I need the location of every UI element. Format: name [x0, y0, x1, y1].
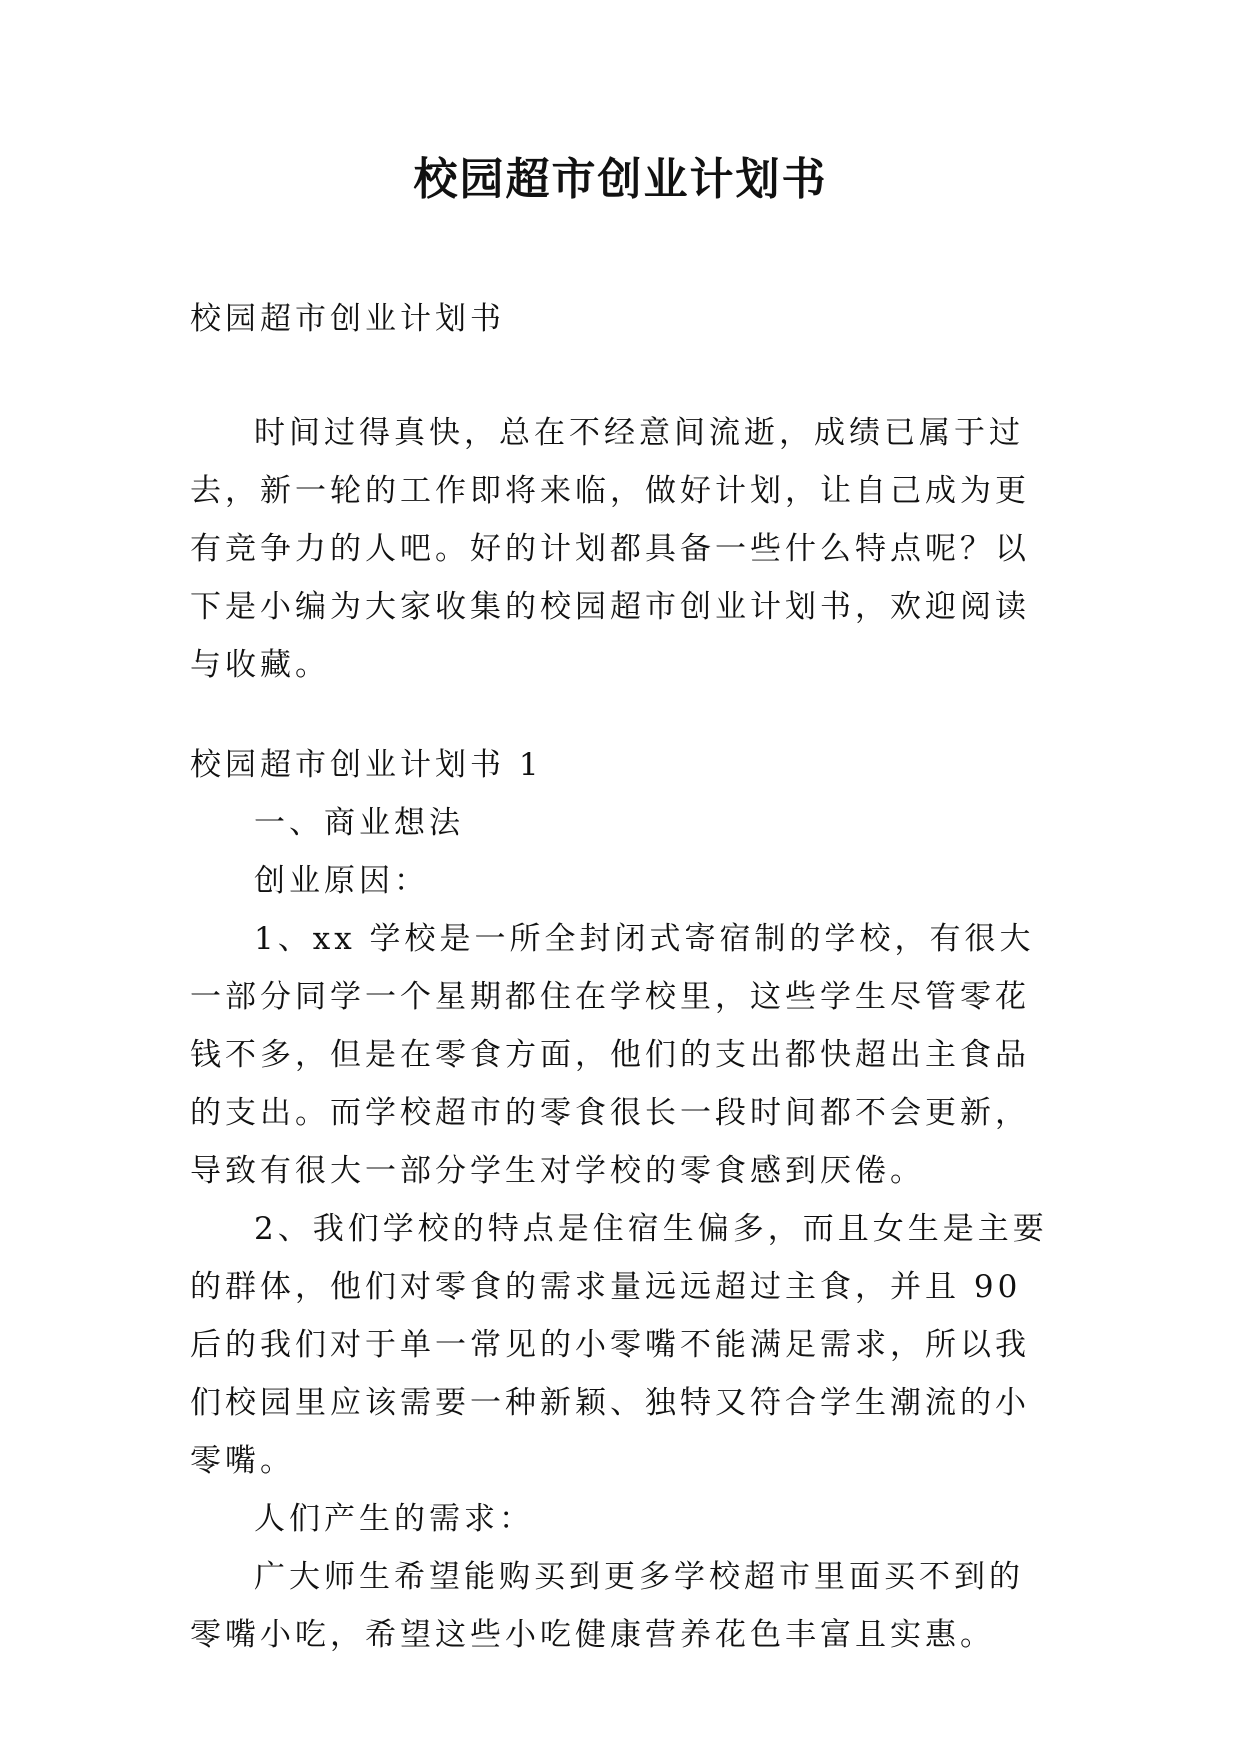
reason-paragraph-2: 2、我们学校的特点是住宿生偏多，而且女生是主要的群体，他们对零食的需求量远远超过主食，并且 90 后的我们对于单一常见的小零嘴不能满足需求，所以我们校园里应该需要一种新颖、独特又符合学生潮流的小零嘴。 — [190, 1211, 1048, 1479]
heading-startup-reason: 创业原因： — [254, 863, 429, 899]
heading-needs: 人们产生的需求： — [254, 1501, 534, 1537]
reason-paragraph-1: 1、xx 学校是一所全封闭式寄宿制的学校，有很大一部分同学一个星期都住在学校里，这些学生尽管零花钱不多，但是在零食方面，他们的支出都快超出主食品的支出。而学校超市的零食很长一段时间都不会更新，导致有很大一部分学生对学校的零食感到厌倦。 — [190, 921, 1035, 1189]
heading-business-idea: 一、商业想法 — [254, 805, 464, 841]
document-title: 校园超市创业计划书 — [413, 154, 828, 205]
intro-paragraph: 时间过得真快，总在不经意间流逝，成绩已属于过去，新一轮的工作即将来临，做好计划，让自己成为更有竞争力的人吧。好的计划都具备一些什么特点呢？以下是小编为大家收集的校园超市创业计划书，欢迎阅读与收藏。 — [190, 415, 1030, 683]
document-subtitle: 校园超市创业计划书 — [190, 301, 505, 337]
document-body — [190, 290, 1050, 1664]
needs-paragraph: 广大师生希望能购买到更多学校超市里面买不到的零嘴小吃，希望这些小吃健康营养花色丰富且实惠。 — [190, 1559, 1024, 1653]
section-title: 校园超市创业计划书 1 — [190, 747, 543, 783]
